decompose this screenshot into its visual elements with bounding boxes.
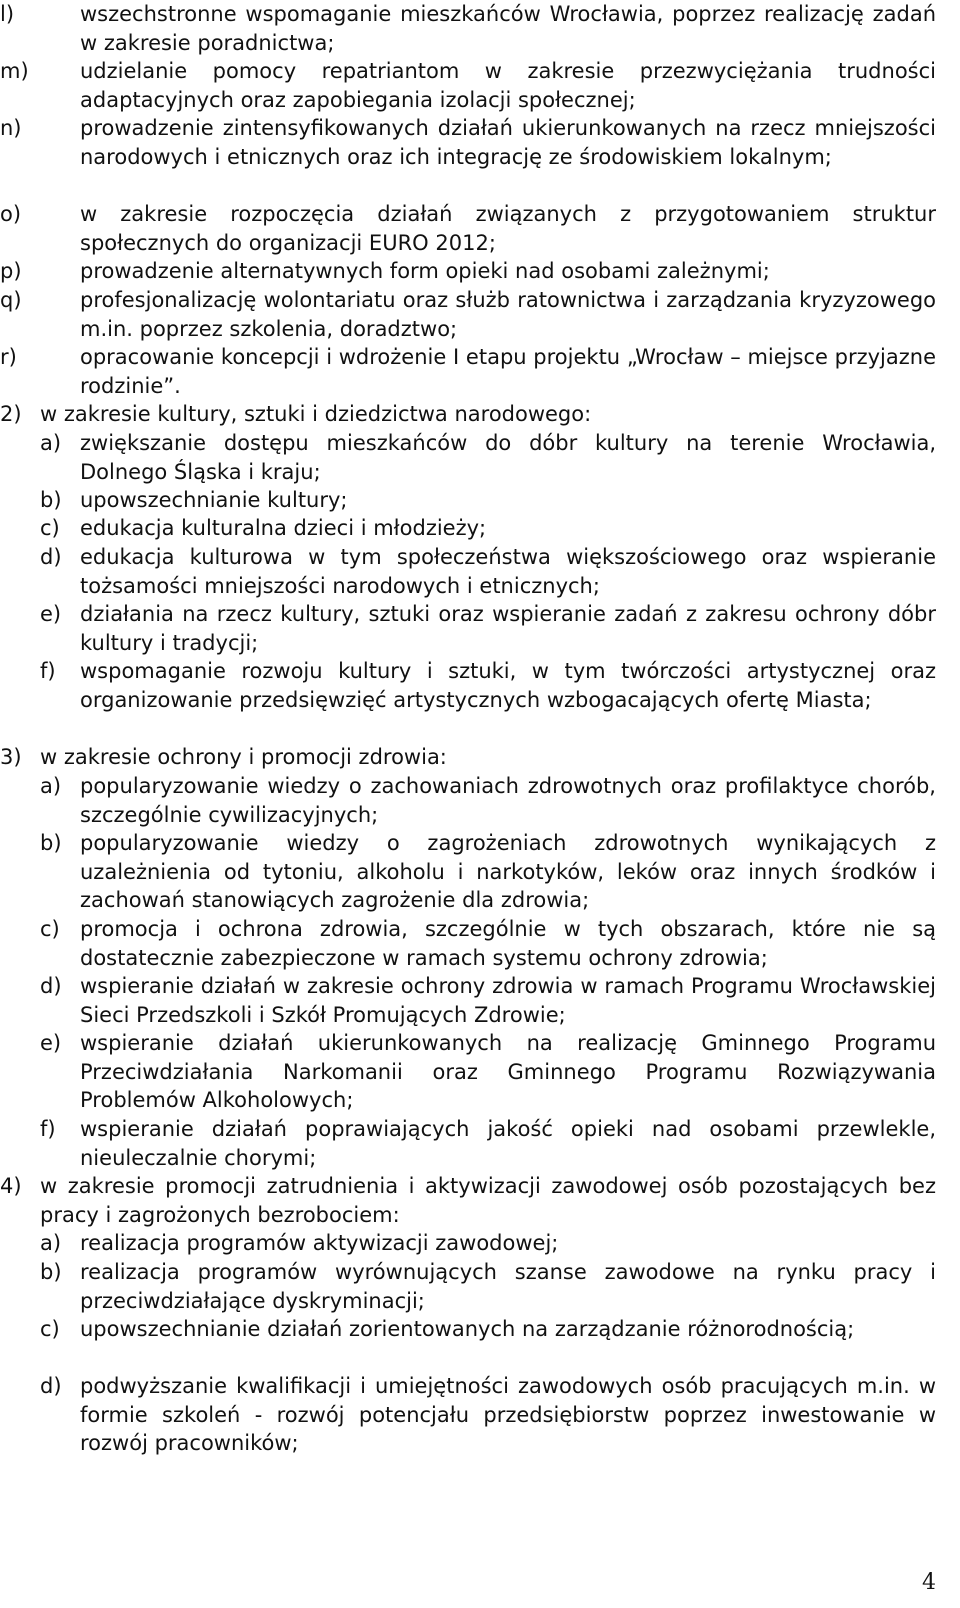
list-item (0, 1315, 936, 1344)
item-text: upowszechnianie kultury; (80, 488, 348, 512)
list-item (0, 1115, 936, 1172)
item-text: popularyzowanie wiedzy o zachowaniach zdrowotnych oraz profilaktyce chorób, szczególnie cywilizacyjnych; (80, 774, 936, 827)
item-label: f) (40, 1117, 56, 1141)
item-label: f) (40, 659, 56, 683)
list-item (0, 114, 936, 171)
list-item (0, 1258, 936, 1315)
item-text: wspieranie działań ukierunkowanych na realizację Gminnego Programu Przeciwdziałania Narkomanii oraz Gminnego Programu Rozwiązywania Problemów Alkoholowych; (80, 1031, 936, 1112)
item-text: promocja i ochrona zdrowia, szczególnie w tych obszarach, które nie są dostatecznie zabezpieczone w ramach systemu ochrony zdrowia; (80, 917, 936, 970)
item-label: r) (0, 345, 17, 369)
item-label: q) (0, 288, 22, 312)
item-text: upowszechnianie działań zorientowanych na zarządzanie różnorodnością; (80, 1317, 855, 1341)
item-label: d) (40, 545, 62, 569)
item-text: wspomaganie rozwoju kultury i sztuki, w tym twórczości artystycznej oraz organizowanie przedsięwzięć artystycznych wzbogacających ofertę Miasta; (80, 659, 936, 712)
section-title: w zakresie ochrony i promocji zdrowia: (40, 745, 447, 769)
list-item (0, 57, 936, 114)
item-text: podwyższanie kwalifikacji i umiejętności zawodowych osób pracujących m.in. w formie szkoleń - rozwój potencjału przedsiębiorstw poprzez inwestowanie w rozwój pracowników; (80, 1374, 936, 1455)
item-text: działania na rzecz kultury, sztuki oraz wspieranie zadań z zakresu ochrony dóbr kultury i tradycji; (80, 602, 936, 655)
item-label: o) (0, 202, 22, 226)
item-label: c) (40, 516, 60, 540)
section-heading (0, 743, 936, 772)
item-text: realizacja programów wyrównujących szanse zawodowe na rynku pracy i przeciwdziałające dyskryminacji; (80, 1260, 936, 1313)
section-number: 4) (0, 1174, 22, 1198)
item-label: a) (40, 431, 62, 455)
list-item (0, 600, 936, 657)
list-item (0, 543, 936, 600)
item-text: opracowanie koncepcji i wdrożenie I etapu projektu „Wrocław – miejsce przyjazne rodzinie”. (80, 345, 936, 398)
list-item (0, 772, 936, 829)
item-label: b) (40, 488, 62, 512)
item-label: p) (0, 259, 22, 283)
list-item (0, 1372, 936, 1458)
item-text: zwiększanie dostępu mieszkańców do dóbr kultury na terenie Wrocławia, Dolnego Śląska i kraju; (80, 431, 936, 484)
item-text: prowadzenie alternatywnych form opieki nad osobami zależnymi; (80, 259, 770, 283)
section-title: w zakresie promocji zatrudnienia i aktywizacji zawodowej osób pozostających bez pracy i zagrożonych bezrobociem: (40, 1174, 936, 1227)
item-label: d) (40, 1374, 62, 1398)
list-item (0, 486, 936, 515)
list-item (0, 0, 936, 57)
list-item (0, 343, 936, 400)
item-text: wspieranie działań w zakresie ochrony zdrowia w ramach Programu Wrocławskiej Sieci Przedszkoli i Szkół Promujących Zdrowie; (80, 974, 936, 1027)
item-label: c) (40, 1317, 60, 1341)
section-number: 3) (0, 745, 22, 769)
list-item (0, 514, 936, 543)
section-number: 2) (0, 402, 22, 426)
item-text: edukacja kulturalna dzieci i młodzieży; (80, 516, 487, 540)
item-text: wspieranie działań poprawiających jakość opieki nad osobami przewlekle, nieuleczalnie chorymi; (80, 1117, 936, 1170)
item-label: e) (40, 602, 62, 626)
item-label: b) (40, 831, 62, 855)
item-text: popularyzowanie wiedzy o zagrożeniach zdrowotnych wynikających z uzależnienia od tytoniu, alkoholu i narkotyków, leków oraz innych środków i zachowań stanowiących zagrożenie dla zdrowia; (80, 831, 936, 912)
item-text: profesjonalizację wolontariatu oraz służb ratownictwa i zarządzania kryzyzowego m.in. poprzez szkolenia, doradztwo; (80, 288, 936, 341)
list-item (0, 829, 936, 915)
section-heading (0, 1172, 936, 1229)
item-text: udzielanie pomocy repatriantom w zakresie przezwyciężania trudności adaptacyjnych oraz zapobiegania izolacji społecznej; (80, 59, 936, 112)
item-text: wszechstronne wspomaganie mieszkańców Wrocławia, poprzez realizację zadań w zakresie poradnictwa; (80, 2, 936, 55)
item-label: a) (40, 1231, 62, 1255)
item-label: a) (40, 774, 62, 798)
item-label: e) (40, 1031, 62, 1055)
item-text: prowadzenie zintensyfikowanych działań ukierunkowanych na rzecz mniejszości narodowych i etnicznych oraz ich integrację ze środowiskiem lokalnym; (80, 116, 936, 169)
page-number: 4 (922, 1570, 936, 1595)
item-label: m) (0, 59, 29, 83)
list-item (0, 200, 936, 257)
list-item (0, 915, 936, 972)
list-item (0, 429, 936, 486)
item-text: w zakresie rozpoczęcia działań związanych z przygotowaniem struktur społecznych do organizacji EURO 2012; (80, 202, 936, 255)
section-heading (0, 400, 936, 429)
item-label: l) (0, 2, 15, 26)
list-item (0, 1029, 936, 1115)
list-item (0, 257, 936, 286)
list-item (0, 972, 936, 1029)
item-label: d) (40, 974, 62, 998)
item-text: realizacja programów aktywizacji zawodowej; (80, 1231, 559, 1255)
list-item (0, 286, 936, 343)
item-label: c) (40, 917, 60, 941)
section-title: w zakresie kultury, sztuki i dziedzictwa narodowego: (40, 402, 592, 426)
item-label: b) (40, 1260, 62, 1284)
list-item (0, 657, 936, 714)
item-label: n) (0, 116, 22, 140)
list-item (0, 1229, 936, 1258)
item-text: edukacja kulturowa w tym społeczeństwa większościowego oraz wspieranie tożsamości mniejszości narodowych i etnicznych; (80, 545, 936, 598)
